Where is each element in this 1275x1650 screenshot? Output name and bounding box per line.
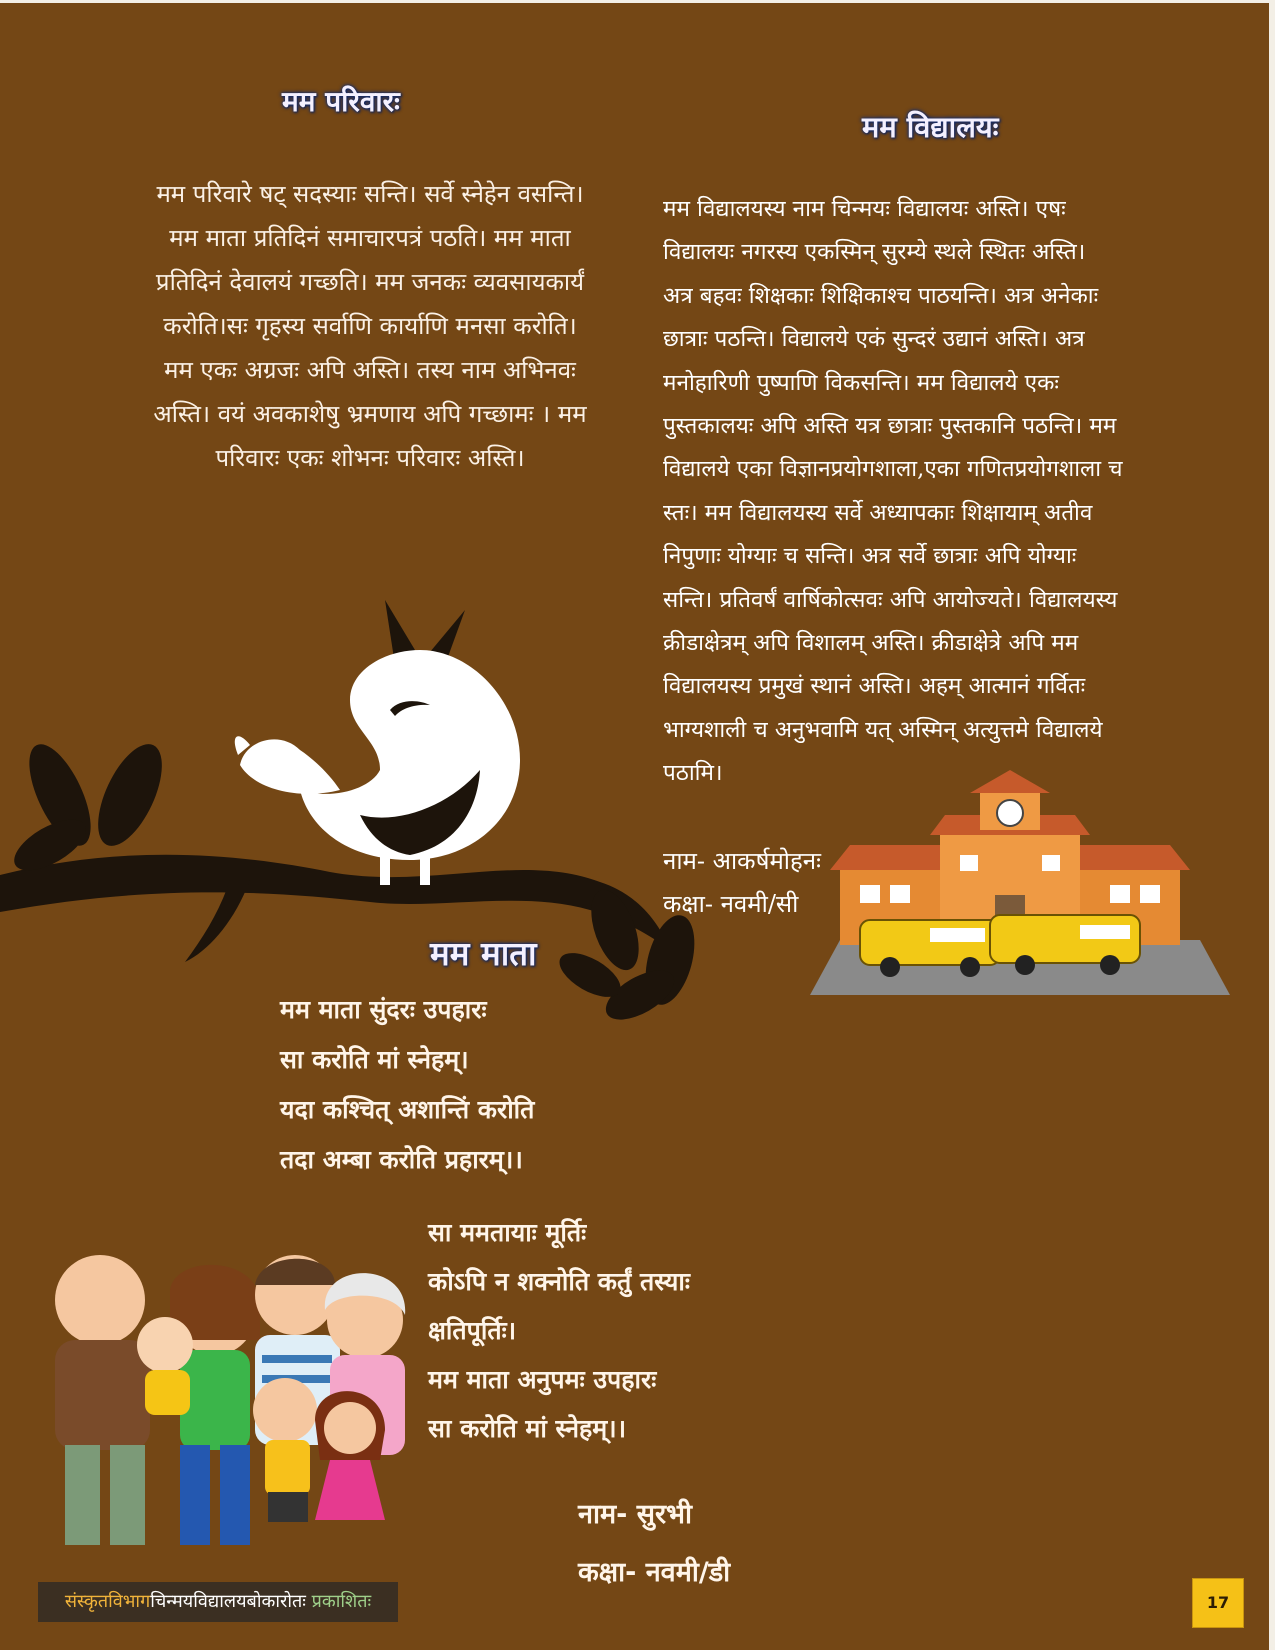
school-essay-line: भाग्यशाली च अनुभवामि यत् अस्मिन् अत्युत्तमे विद्यालये (663, 716, 1103, 743)
poem-line: मम माता सुंदरः उपहारः (280, 995, 487, 1024)
family-essay-line: प्रतिदिनं देवालयं गच्छति। मम जनकः व्यवसायकार्यं (155, 268, 585, 296)
school-essay-line: विद्यालयः नगरस्य एकस्मिन् सुरम्ये स्थले स्थितः अस्ति। (663, 239, 1086, 266)
school-heading: मम विद्यालयः (862, 110, 999, 144)
school-essay-line: निपुणाः योग्याः च सन्ति। अत्र सर्वे छात्राः अपि योग्याः (663, 543, 1077, 570)
publisher-footer (38, 1582, 398, 1622)
mother-poem-stanza-2 (428, 1208, 690, 1453)
poem-author-name: नाम- सुरभी (578, 1499, 692, 1530)
poem-line: सा ममतायाः मूर्तिः (428, 1218, 587, 1247)
poem-author-class: कक्षा- नवमी/डी (578, 1557, 731, 1588)
school-essay-line: पठामि। (663, 760, 723, 787)
footer-department: संस्कृतविभाग (64, 1591, 151, 1612)
family-essay-line: अस्ति। वयं अवकाशेषु भ्रमणाय अपि गच्छामः । मम (153, 400, 587, 428)
school-essay-line: मम विद्यालयस्य नाम चिन्मयः विद्यालयः अस्ति। एषः (663, 196, 1066, 222)
family-essay-line: मम माता प्रतिदिनं समाचारपत्रं पठति। मम माता (169, 224, 571, 252)
poem-line: कोऽपि न शक्नोति कर्तुं तस्याः (428, 1267, 690, 1296)
school-essay-line: विद्यालयस्य प्रमुखं स्थानं अस्ति। अहम् आत्मानं गर्वितः (663, 673, 1086, 700)
school-essay-line: विद्यालये एका विज्ञानप्रयोगशाला,एका गणितप्रयोगशाला च (663, 456, 1123, 483)
footer-published: प्रकाशितः (305, 1591, 372, 1612)
poem-line: सा करोति मां स्नेहम्।। (428, 1414, 627, 1443)
school-essay (663, 188, 1238, 796)
school-essay-line: अत्र बहवः शिक्षकाः शिक्षिकाश्च पाठयन्ति। अत्र अनेकाः (663, 282, 1099, 309)
school-essay-line: मनोहारिणी पुष्पाणि विकसन्ति। मम विद्यालये एकः (663, 369, 1059, 396)
mother-poem-heading: मम माता (430, 934, 537, 973)
mother-poem-author (578, 1486, 730, 1602)
school-essay-line: क्रीडाक्षेत्रम् अपि विशालम् अस्ति। क्रीडाक्षेत्रे अपि मम (663, 630, 1079, 657)
poem-line: सा करोति मां स्नेहम्। (280, 1045, 469, 1074)
school-author-name: नाम- आकर्षमोहनः (663, 847, 821, 875)
family-essay-line: मम एकः अग्रजः अपि अस्ति। तस्य नाम अभिनवः (164, 356, 576, 384)
poem-line: तदा अम्बा करोति प्रहारम्।। (280, 1145, 523, 1174)
page-border-right (1269, 0, 1275, 1650)
poem-line: क्षतिपूर्तिः। (428, 1316, 517, 1345)
family-essay (85, 172, 655, 480)
bird-on-branch-illustration (0, 590, 720, 1020)
family-essay-line: परिवारः एकः शोभनः परिवारः अस्ति। (215, 444, 525, 472)
school-essay-line: छात्राः पठन्ति। विद्यालये एकं सुन्दरं उद्यानं अस्ति। अत्र (663, 326, 1085, 353)
poem-line: यदा कश्चित् अशान्तिं करोति (280, 1095, 535, 1124)
mother-poem-stanza-1 (280, 985, 534, 1185)
school-essay-line: सन्ति। प्रतिवर्षं वार्षिकोत्सवः अपि आयोज्यते। विद्यालयस्य (663, 586, 1118, 613)
school-essay-author (663, 840, 821, 926)
family-illustration (0, 1230, 440, 1560)
school-author-class: कक्षा- नवमी/सी (663, 890, 799, 918)
page-border-top (0, 0, 1275, 3)
family-essay-line: करोति।सः गृहस्य सर्वाणि कार्याणि मनसा करोति। (163, 312, 577, 340)
family-essay-line: मम परिवारे षट् सदस्याः सन्ति। सर्वे स्नेहेन वसन्ति। (156, 180, 584, 208)
footer-school: चिन्मयविद्यालयबोकारोतः (150, 1591, 306, 1612)
poem-line: मम माता अनुपमः उपहारः (428, 1365, 657, 1394)
school-essay-line: स्तः। मम विद्यालयस्य सर्वे अध्यापकाः शिक्षायाम् अतीव (663, 499, 1093, 526)
school-essay-line: पुस्तकालयः अपि अस्ति यत्र छात्राः पुस्तकानि पठन्ति। मम (663, 413, 1117, 440)
family-heading: मम परिवारः (282, 85, 400, 118)
page-number-badge: 17 (1192, 1578, 1244, 1628)
school-building-illustration (810, 785, 1230, 995)
